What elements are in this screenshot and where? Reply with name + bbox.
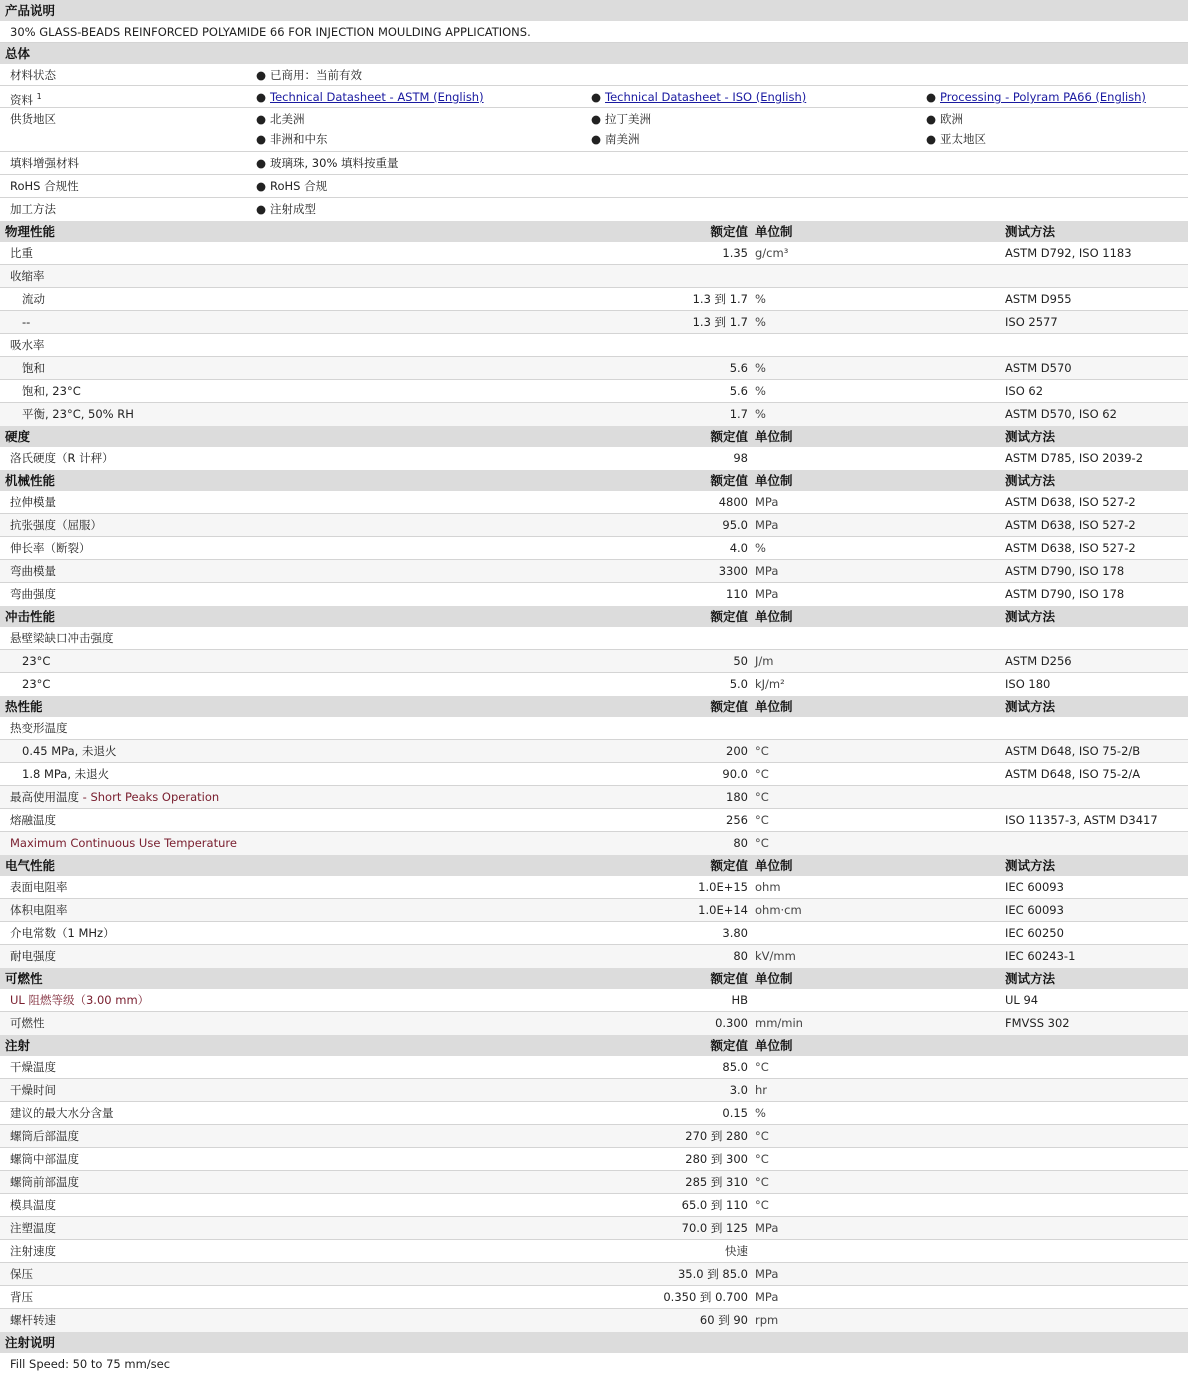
property-label [10,514,102,537]
rohs-value: ● RoHS 合规 [256,179,328,193]
property-label [22,380,81,403]
col-header-unit: 单位制 [755,858,793,873]
property-unit: % [755,541,766,555]
filler-value: ● 玻璃珠, 30% 填料按重量 [256,156,399,170]
property-method: ASTM D785, ISO 2039-2 [1005,451,1144,465]
property-row [0,627,1188,650]
property-row [0,311,1188,334]
col-header-value: 额定值 [710,429,748,444]
region-item: ● 拉丁美洲 [591,112,651,126]
region-item: ● 非洲和中东 [256,132,328,146]
property-label-text: 建议的最大水分含量 [10,1106,114,1120]
property-value: 90.0 [722,767,748,781]
property-row [0,380,1188,403]
property-method: UL 94 [1005,993,1039,1007]
property-value: 70.0 到 125 [681,1221,748,1235]
property-value: 4.0 [729,541,748,555]
property-label-text: 吸水率 [10,338,45,352]
property-label-text: 体积电阻率 [10,903,68,917]
property-label-text: 注射速度 [10,1244,56,1258]
property-unit: kV/mm [755,949,796,963]
property-value: 180 [726,790,748,804]
property-label-text: 背压 [10,1290,33,1304]
property-value: 1.35 [722,246,748,260]
property-row [0,242,1188,265]
property-value: 3.0 [729,1083,748,1097]
property-label-text: 模具温度 [10,1198,56,1212]
property-value: 85.0 [722,1060,748,1074]
property-row [0,1309,1188,1332]
property-label-text: 比重 [10,246,33,260]
property-row [0,514,1188,537]
property-label-text: 熔融温度 [10,813,56,827]
property-unit: °C [755,790,769,804]
property-value: 3300 [718,564,748,578]
property-value: 65.0 到 110 [681,1198,748,1212]
col-header-value: 额定值 [710,473,748,488]
property-label [10,1240,56,1263]
property-label [10,1148,79,1171]
product-description: 30% GLASS-BEADS REINFORCED POLYAMIDE 66 FOR INJECTION MOULDING APPLICATIONS. [0,21,1188,43]
col-header-unit: 单位制 [755,609,793,624]
property-method: ASTM D570, ISO 62 [1005,407,1117,421]
property-value: 60 到 90 [699,1313,748,1327]
property-unit: mm/min [755,1016,803,1030]
property-row [0,832,1188,855]
property-label [10,717,68,740]
property-label-text: 螺筒前部温度 [10,1175,79,1189]
section-title: 注射说明 [5,1335,56,1350]
property-label [10,627,114,650]
property-row [0,876,1188,899]
property-value: 110 [726,587,748,601]
col-header-value: 额定值 [710,609,748,624]
property-row [0,740,1188,763]
property-unit: % [755,407,766,421]
property-row [0,334,1188,357]
property-label [10,491,56,514]
property-label-text: 抗张强度（屈服） [10,518,102,532]
property-row [0,809,1188,832]
property-label [10,1125,79,1148]
property-unit: °C [755,1060,769,1074]
property-unit: °C [755,1198,769,1212]
property-label [10,832,237,855]
property-label [10,809,56,832]
section-title: 产品说明 [5,3,56,18]
section-header-thermal [0,696,1188,717]
general-regions [0,108,1188,152]
property-row [0,537,1188,560]
property-label [10,1102,114,1125]
property-value: 5.6 [729,384,748,398]
doc-item: ● Technical Datasheet - ASTM (English) [256,90,484,104]
property-value: 1.7 [729,407,748,421]
property-label-suffix: - Short Peaks Operation [79,790,220,804]
property-unit: °C [755,1175,769,1189]
property-method: IEC 60250 [1005,926,1064,940]
property-method: ISO 62 [1005,384,1044,398]
property-label [10,1056,56,1079]
filler-label: 填料增强材料 [10,156,79,170]
property-label-text: 23°C [22,677,51,691]
property-row [0,1012,1188,1035]
property-value: 80 [733,836,748,850]
property-label-text: 平衡, 23°C, 50% RH [22,407,134,421]
property-label-text: 注塑温度 [10,1221,56,1235]
property-label-text: -- [22,315,31,329]
col-header-unit: 单位制 [755,224,793,239]
material-status-value: ● 已商用：当前有效 [256,68,362,82]
property-value: 5.6 [729,361,748,375]
property-value: 3.80 [722,926,748,940]
property-value: 4800 [718,495,748,509]
property-row [0,288,1188,311]
region-item: ● 北美洲 [256,112,305,126]
col-header-value: 额定值 [710,858,748,873]
general-rohs [0,175,1188,198]
section-header-electrical [0,855,1188,876]
property-value: 80 [733,949,748,963]
property-row [0,717,1188,740]
property-row [0,1217,1188,1240]
general-docs [0,86,1188,108]
property-row [0,1171,1188,1194]
property-value: 95.0 [722,518,748,532]
property-label [22,763,109,786]
property-value: 0.15 [722,1106,748,1120]
property-label [10,945,56,968]
property-label-text: 最高使用温度 [10,790,79,804]
property-label [10,876,68,899]
property-label-text: 拉伸模量 [10,495,56,509]
property-label-text: 介电常数（1 MHz） [10,926,115,940]
property-row [0,1125,1188,1148]
property-row [0,1194,1188,1217]
property-label-text: Maximum Continuous Use Temperature [10,836,237,850]
general-filler [0,152,1188,175]
col-header-unit: 单位制 [755,429,793,444]
property-method: ASTM D792, ISO 1183 [1005,246,1132,260]
process-value: ● 注射成型 [256,202,316,216]
section-title: 硬度 [5,429,31,444]
property-unit: MPa [755,495,779,509]
property-row [0,583,1188,606]
property-label [22,403,134,426]
general-material-status [0,64,1188,86]
property-label-text: 螺筒中部温度 [10,1152,79,1166]
property-label [10,786,219,809]
property-value: 280 到 300 [685,1152,748,1166]
property-label-text: 保压 [10,1267,33,1281]
property-method: ISO 2577 [1005,315,1058,329]
property-label-text: 螺杆转速 [10,1313,56,1327]
section-header-impact [0,606,1188,627]
region-item: ● 南美洲 [591,132,640,146]
section-title: 热性能 [5,699,43,714]
property-unit: °C [755,767,769,781]
property-unit: J/m [755,654,774,668]
property-method: IEC 60093 [1005,880,1064,894]
section-title: 物理性能 [5,224,56,239]
property-row [0,403,1188,426]
property-row [0,1079,1188,1102]
property-label [10,447,114,470]
col-header-unit: 单位制 [755,473,793,488]
property-unit: % [755,361,766,375]
property-row [0,1148,1188,1171]
property-label [10,899,68,922]
property-label [10,1263,33,1286]
regions-label: 供货地区 [10,112,56,126]
property-method: ISO 11357-3, ASTM D3417 [1005,813,1158,827]
property-method: IEC 60093 [1005,903,1064,917]
property-label [10,1079,56,1102]
property-row [0,899,1188,922]
property-label-text: 耐电强度 [10,949,56,963]
property-row [0,560,1188,583]
property-method: ASTM D638, ISO 527-2 [1005,495,1136,509]
property-label [10,242,33,265]
property-unit: MPa [755,1221,779,1235]
property-label [10,265,45,288]
property-label [10,1012,45,1035]
property-label-text: 饱和, 23°C [22,384,81,398]
property-unit: MPa [755,1267,779,1281]
property-row [0,922,1188,945]
property-value: 256 [726,813,748,827]
section-title: 电气性能 [5,858,56,873]
property-method: ASTM D638, ISO 527-2 [1005,541,1136,555]
property-label-text: 干燥时间 [10,1083,56,1097]
property-row [0,1263,1188,1286]
property-label-text: 可燃性 [10,1016,45,1030]
section-header-flammability [0,968,1188,989]
property-method: ASTM D790, ISO 178 [1005,564,1125,578]
property-row [0,945,1188,968]
property-value: HB [731,993,748,1007]
property-unit: ohm [755,880,781,894]
section-header-general [0,43,1188,64]
property-label-text: 0.45 MPa, 未退火 [22,744,117,758]
property-label-text: 收缩率 [10,269,45,283]
doc-item: ● Processing - Polyram PA66 (English) [926,90,1146,104]
property-label [10,922,115,945]
property-unit: % [755,315,766,329]
section-header-physical [0,221,1188,242]
property-value: 1.3 到 1.7 [692,292,748,306]
property-label [10,1171,79,1194]
property-value: 285 到 310 [685,1175,748,1189]
property-unit: MPa [755,587,779,601]
section-title: 注射 [5,1038,31,1053]
property-value: 1.0E+15 [698,880,748,894]
property-row [0,357,1188,380]
property-row [0,491,1188,514]
section-title: 冲击性能 [5,609,56,624]
property-label [22,311,30,334]
property-unit: °C [755,813,769,827]
material-status-label: 材料状态 [10,68,56,82]
property-value: 5.0 [729,677,748,691]
property-label-text: 1.8 MPa, 未退火 [22,767,110,781]
property-label-text: 23°C [22,654,51,668]
section-header-injection [0,1035,1188,1056]
property-unit: °C [755,1129,769,1143]
col-header-method: 测试方法 [1005,224,1056,239]
section-header-mechanical [0,470,1188,491]
property-row [0,265,1188,288]
property-value: 1.3 到 1.7 [692,315,748,329]
section-title: 可燃性 [5,971,43,986]
property-method: ASTM D955 [1005,292,1072,306]
property-row [0,786,1188,809]
property-value: 50 [733,654,748,668]
doc-link-iso[interactable]: Technical Datasheet - ISO (English) [605,90,807,104]
property-method: ASTM D638, ISO 527-2 [1005,518,1136,532]
col-header-method: 测试方法 [1005,858,1056,873]
property-label [22,288,45,311]
property-row [0,989,1188,1012]
col-header-unit: 单位制 [755,699,793,714]
property-unit: °C [755,836,769,850]
property-label [22,357,45,380]
col-header-value: 额定值 [710,699,748,714]
property-row [0,1240,1188,1263]
region-item: ● 欧洲 [926,112,963,126]
col-header-method: 测试方法 [1005,609,1056,624]
property-value: 35.0 到 85.0 [677,1267,748,1281]
property-label [10,989,149,1012]
property-label [10,334,45,357]
property-method: ISO 180 [1005,677,1051,691]
process-label: 加工方法 [10,202,56,216]
property-row [0,447,1188,470]
section-header-product-desc [0,0,1188,21]
property-label [22,650,50,673]
property-label [22,740,116,763]
property-value: 0.300 [715,1016,748,1030]
property-label [10,1286,33,1309]
col-header-unit: 单位制 [755,971,793,986]
property-label [22,673,50,696]
property-label-text: 弯曲强度 [10,587,56,601]
property-tables [0,221,1188,1332]
docs-label: 资料 $^1$ [10,92,42,107]
col-header-method: 测试方法 [1005,971,1056,986]
property-method: ASTM D790, ISO 178 [1005,587,1125,601]
doc-link-astm[interactable]: Technical Datasheet - ASTM (English) [270,90,484,104]
property-row [0,1286,1188,1309]
property-unit: % [755,292,766,306]
col-header-value: 额定值 [710,971,748,986]
property-unit: % [755,384,766,398]
property-method: ASTM D648, ISO 75-2/A [1005,767,1141,781]
col-header-method: 测试方法 [1005,473,1056,488]
property-label-text: 弯曲模量 [10,564,56,578]
property-unit: MPa [755,518,779,532]
property-label-text: 饱和 [22,361,45,375]
property-value: 快速 [725,1244,748,1258]
property-unit: MPa [755,564,779,578]
col-header-method: 测试方法 [1005,699,1056,714]
property-unit: MPa [755,1290,779,1304]
property-unit: °C [755,1152,769,1166]
property-method: IEC 60243-1 [1005,949,1076,963]
col-header-method: 测试方法 [1005,429,1056,444]
property-label-text: 悬壁梁缺口冲击强度 [10,631,114,645]
property-label-text: UL 阻燃等级（3.00 mm） [10,993,150,1007]
property-unit: hr [755,1083,768,1097]
section-title: 机械性能 [5,473,56,488]
property-label-text: 表面电阻率 [10,880,68,894]
property-label-text: 螺筒后部温度 [10,1129,79,1143]
property-label [10,560,56,583]
property-row [0,650,1188,673]
property-label [10,537,91,560]
property-method: ASTM D256 [1005,654,1072,668]
property-unit: ohm·cm [755,903,802,917]
property-label [10,583,56,606]
section-header-hardness [0,426,1188,447]
property-method: ASTM D648, ISO 75-2/B [1005,744,1141,758]
general-process [0,198,1188,221]
doc-item: ● Technical Datasheet - ISO (English) [591,90,807,104]
property-label-text: 流动 [22,292,45,306]
injection-notes-text: Fill Speed: 50 to 75 mm/sec [10,1357,171,1371]
col-header-value: 额定值 [710,224,748,239]
property-unit: kJ/m² [755,677,785,691]
property-method: FMVSS 302 [1005,1016,1070,1030]
property-value: 98 [733,451,748,465]
property-unit: % [755,1106,766,1120]
property-value: 200 [726,744,748,758]
section-header-injection-notes [0,1332,1188,1353]
property-label-text: 洛氏硬度（R 计秤） [10,451,114,465]
region-item: ● 亚太地区 [926,132,986,146]
property-label-text: 干燥温度 [10,1060,56,1074]
property-label [10,1217,56,1240]
property-label [10,1309,56,1332]
property-value: 270 到 280 [685,1129,748,1143]
property-row [0,1056,1188,1079]
property-unit: rpm [755,1313,779,1327]
property-row [0,673,1188,696]
col-header-unit: 单位制 [755,1038,793,1053]
property-value: 1.0E+14 [698,903,748,917]
property-label [10,1194,56,1217]
property-label-text: 热变形温度 [10,721,68,735]
property-row [0,763,1188,786]
property-value: 0.350 到 0.700 [663,1290,748,1304]
doc-link-processing[interactable]: Processing - Polyram PA66 (English) [940,90,1146,104]
col-header-value: 额定值 [710,1038,748,1053]
property-unit: °C [755,744,769,758]
rohs-label: RoHS 合规性 [10,179,79,193]
property-method: ASTM D570 [1005,361,1072,375]
property-unit: g/cm³ [755,246,789,260]
property-label-text: 伸长率（断裂） [10,541,91,555]
property-row [0,1102,1188,1125]
section-title: 总体 [5,46,31,61]
